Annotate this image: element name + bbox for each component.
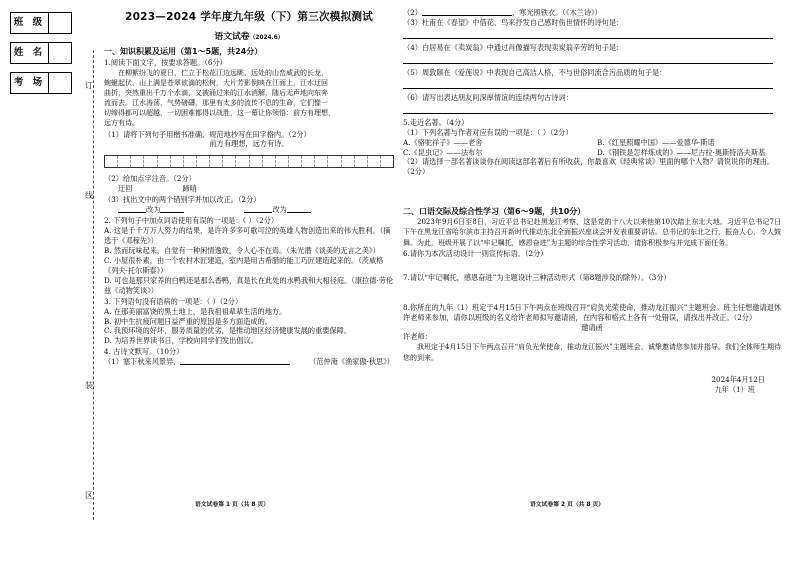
answer-blank[interactable] [180, 357, 290, 365]
q4-1-source: （范仲淹《渔家傲·秋思》） [309, 357, 394, 367]
question-8: 8.你所在的九年（1）班定于4月15日下午两点在班级召开“肩负光荣使命，推动龙江振兴”主题班会。班主任想邀请退休许老师来参加，请你以班级的名义给许老师拟写邀请函，在内容和格式上各有一处错误，请找出并改正。（2分） [403, 302, 781, 322]
binding-char: 订 [85, 81, 93, 90]
exam-date: （2024.6） [249, 34, 284, 41]
invitation-date: 2024年4月12日 [711, 374, 765, 384]
invitation-title: 邀请函 [581, 322, 603, 332]
question-4-2: （2） ，寒光照铁衣。（《木兰诗》） [403, 8, 602, 17]
q5-option-c: C.《昆虫记》——法布尔 [403, 147, 483, 157]
question-4-5: （5）周敦颐在《爱莲说》中表现自己高洁人格，不与世俗同流合污品质的句子是： [403, 67, 667, 77]
invitation-signature: 九年（1）班 [714, 384, 755, 394]
section-2-heading: 二、口语交际及综合性学习（第6～9题，共10分） [403, 207, 586, 217]
class-label: 班 级 [11, 13, 49, 33]
room-blank[interactable] [49, 73, 71, 93]
room-label: 考 场 [11, 73, 49, 93]
passage-line: 切缔得都可以超越，一切困难都得以战胜，这一幕让你领悟：前方有理想， [104, 109, 335, 118]
question-3: 3. 下列语句没有语病的一项是：（ ）（2分） [104, 296, 243, 306]
q3-option-d: D. 为培养世界读书日，学校向同学们发出倡议。 [104, 336, 258, 346]
question-5: 5.走近名著。（4分） [403, 117, 469, 127]
name-blank[interactable] [49, 43, 71, 63]
question-4-4: （4）白居易在《卖炭翁》中通过肖像描写表现卖炭翁辛劳的句子是： [403, 42, 624, 52]
name-field[interactable] [10, 42, 72, 64]
pinyin-word: 蹄哨 [182, 184, 197, 194]
tianzige-grid[interactable] [104, 155, 394, 168]
reading-passage [104, 68, 394, 129]
q3-option-c: C. 我预环境的好坏，服务质量的优劣，是推动地区经济健康发展的重要保障。 [104, 326, 352, 336]
passage-line: 曲折，突然重出千万个水滴，又被涌过来的江水消解，随后无声地向东奔 [104, 88, 328, 97]
question-7: 7.请以“牢记嘱托，感恩奋进”为主题设计三种活动形式（第8题涉及的除外）。（3分） [403, 272, 671, 282]
question-1-2: （2）给加点字注音。（2分） [104, 174, 196, 184]
subject-name: 语文试卷 [214, 31, 250, 42]
binding-char: 线 [85, 191, 93, 200]
passage-line: 蜿蜒起伏，山上满是苍翠欲滴的松树，大片芳影倒映在江面上，江水迂回 [104, 78, 328, 87]
q3-option-b: B. 初中生抗疲问题日益严重的原因是多方面造成的。 [104, 316, 272, 326]
question-4: 4. 古诗文默写。（10分） [104, 347, 184, 357]
question-4-6: （6）请写出表达朋友间深厚情谊的连续两句古诗词： [403, 92, 573, 102]
pinyin-words [104, 184, 394, 194]
pinyin-word: 迂回 [118, 184, 133, 194]
q5-option-d: D.《钢铁是怎样炼成的》——尼古拉·奥斯特洛夫斯基 [597, 147, 766, 157]
passage-line: 远方有诗。 [104, 119, 139, 128]
question-4-1 [104, 357, 394, 367]
fix-label: 改为 [146, 205, 161, 215]
q3-option-a: A. 在那美丽富饶的黑土地上，是我祖祖辈辈生活的地方。 [104, 306, 287, 316]
q2-option-a: A. 这是千千万万人努力的结果，是许许多多可歌可泣的英雄人物创造出来的伟大胜利。（摘选于《邓稼先》） [104, 226, 391, 246]
q4-1-label: （1）塞下秋来风景异， [104, 357, 181, 367]
page-2-column [403, 8, 781, 395]
room-field[interactable] [10, 72, 72, 94]
section-1-heading: 一、知识积累及运用（第1～5题，共24分） [104, 46, 263, 56]
invitation-greeting: 许老师： [403, 332, 432, 342]
page-1-footer: 语文试卷第 1 页（共 8 页） [195, 502, 270, 508]
question-5-1: （1）下列名著与作者对应有误的一项是：（ ）（2分） [403, 127, 573, 137]
q2-option-c: C. 小屋很朴素，由一个农村木匠建造，室内是用古希腊的能工巧匠建造起来的。（茨威格《列夫·托尔斯泰》） [104, 255, 384, 275]
q2-option-d: D. 可也是那只家养的白鸭还是那么香鸭，真是长在此处的水鸭我和大相径庭。（康拉德·劳伦兹《动物笑谈》） [104, 275, 394, 295]
question-1-1: （1）请将下列句子用楷书准确、规范地抄写在田字格内。（2分） [104, 129, 311, 139]
q2-option-b: B. 然而玩味起来，自觉有一种闲情逸致，令人心不在焉。（朱光潜《谈美的无言之美》） [104, 245, 380, 255]
name-label: 姓 名 [11, 43, 49, 63]
section-2-passage: 2023年9月6日至8日，习近平总书记赴黑龙江考察，这是党的十八大以来他第10次踏上东北大地。习近平总书记7日下午在黑龙江省哈尔滨市主持召开新时代推动东北全面振兴座谈会并发表重要讲话。总书记的东北之行，振奋人心，令人鼓舞。为此，班级开展了以“牢记嘱托，感恩奋进”为主题的综合性学习活动，请你积极参与并完成下面任务。 [403, 218, 781, 247]
q5-option-b: B.《红星照耀中国》——爱德华·斯诺 [597, 137, 715, 147]
answer-line[interactable] [403, 106, 773, 114]
answer-area[interactable] [403, 259, 781, 273]
page-2-footer: 语文试卷第 2 页（共 8 页） [530, 502, 605, 508]
passage-line: 流而去。江水涛荡，气势磅礴，那里有太多的流传不息的生命，它们像一 [104, 99, 328, 108]
answer-area[interactable] [403, 283, 781, 303]
answer-line[interactable] [403, 56, 773, 64]
passage-line: 在柳絮纷飞的夏日，伫立于松花江边远眺，远处的山峦威武的长龙， [118, 68, 328, 77]
answer-line[interactable] [403, 31, 773, 39]
subject-title [104, 31, 394, 43]
binding-char: 区 [85, 491, 93, 500]
question-1-3: （3）找出文中的两个错别字并加以改正。（2分） [104, 195, 261, 205]
answer-blank[interactable] [422, 8, 512, 16]
question-4-3: （3）杜甫在《春望》中借花、鸟来抒发自己感时伤世情怀的诗句是： [403, 17, 624, 27]
exam-title: 2023—2024 学年度九年级（下）第三次模拟测试 [125, 11, 373, 23]
q5-option-a: A.《骆驼祥子》——老舍 [403, 137, 483, 147]
question-2: 2. 下列句子中加点词语使用有误的一项是：（ ）（2分） [104, 216, 279, 226]
class-field[interactable] [10, 12, 72, 34]
correction-blanks[interactable] [104, 205, 394, 215]
question-5-2: （2）请选择一部名著谈谈你在阅读这部名著后有所收获，你最喜欢《经典常谈》里面的哪个人物？请说说你的理由。（2分） [403, 157, 775, 177]
fix-label: 改为 [272, 205, 287, 215]
class-blank[interactable] [49, 13, 71, 33]
answer-area[interactable] [403, 177, 781, 203]
binding-line [85, 50, 97, 520]
copy-text: 前方有理想，远方有诗。 [209, 139, 289, 149]
invitation-body: 我班定于4月15日下午两点召开“肩负光荣使命，推动龙江振兴”主题班会，诚挚邀请您参加并指导。我们全体师生期待您的到来。 [403, 343, 781, 362]
q5-options [403, 138, 781, 158]
student-info-panel [10, 12, 72, 102]
binding-char: 装 [85, 381, 93, 390]
page-1-column [104, 8, 394, 367]
answer-line[interactable] [403, 81, 773, 89]
question-1: 1.阅读下面文字，按要求答题。（6分） [104, 57, 227, 67]
question-6: 6.请你为本次活动设计一则宣传标语。（2分） [403, 248, 548, 258]
